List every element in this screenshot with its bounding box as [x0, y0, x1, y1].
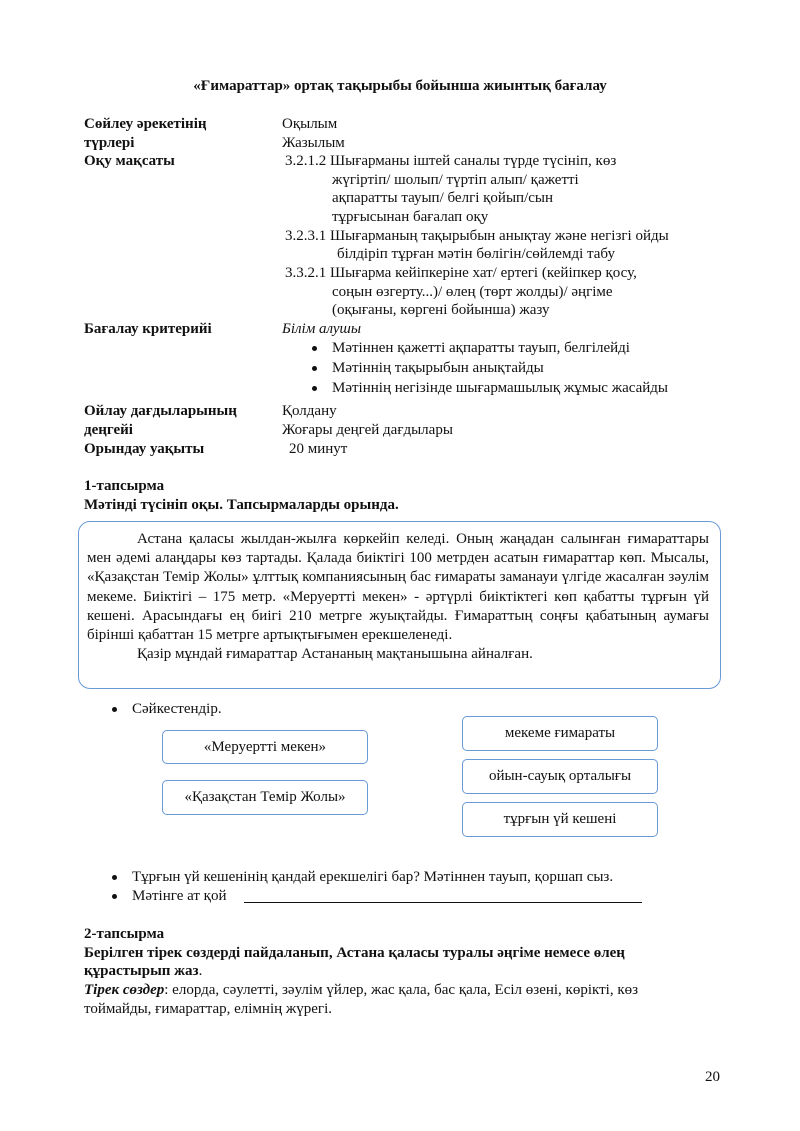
bullet-icon — [112, 707, 117, 712]
bullet-icon — [312, 366, 317, 371]
thinking-level-label-line1: Ойлау дағдыларының — [84, 403, 237, 419]
question-1: Тұрғын үй кешенінің қандай ерекшелігі бар? Мәтіннен тауып, қоршап сыз. — [132, 869, 614, 885]
goal-3-line-2: соңын өзгерту...)/ өлең (төрт жолды)/ әңгіме — [332, 284, 613, 300]
task2-heading: 2-тапсырма — [84, 926, 165, 942]
match-left-item-2[interactable]: «Қазақстан Темір Жолы» — [162, 780, 368, 815]
criterion-3: Мәтіннің негізінде шығармашылық жұмыс жасайды — [332, 380, 668, 396]
speech-types-label-line2: түрлері — [84, 135, 135, 151]
title-answer-line[interactable] — [244, 902, 642, 903]
bullet-icon — [112, 894, 117, 899]
thinking-level-label-line2: деңгейі — [84, 422, 133, 438]
support-words-line-2: тоймайды, ғимараттар, елімнің жүрегі. — [84, 1001, 332, 1017]
task1-instruction: Мәтінді түсініп оқы. Тапсырмаларды орында. — [84, 497, 399, 513]
page-title: «Ғимараттар» ортақ тақырыбы бойынша жиынтық бағалау — [193, 78, 607, 94]
goal-1-line-3: ақпаратты тауып/ белгі қойып/сын — [332, 190, 553, 206]
task1-heading: 1-тапсырма — [84, 478, 165, 494]
thinking-level-value-2: Жоғары деңгей дағдылары — [282, 422, 453, 438]
match-prompt: Сәйкестендір. — [132, 701, 222, 717]
support-words-line-1 — [84, 981, 638, 1000]
goal-1-line-2: жүгіртіп/ шолып/ түртіп алып/ қажетті — [332, 172, 579, 188]
match-right-item-1[interactable]: мекеме ғимараты — [462, 716, 658, 751]
support-words-label: Тірек сөздер — [84, 982, 165, 998]
support-words-text-1: : елорда, сәулетті, зәулім үйлер, жас қала, бас қала, Есіл өзені, көрікті, көз — [164, 982, 639, 998]
criteria-intro: Білім алушы — [282, 321, 362, 337]
goal-3-line-3: (оқығаны, көргені бойынша) жазу — [332, 302, 550, 318]
question-2: Мәтінге ат қой — [132, 888, 227, 904]
passage-paragraph-1: Астана қаласы жылдан-жылға көркейіп келеді. Оның жаңадан салынған ғимараттары мен әдемі алаңдары көз тартады. Қалада биіктігі 100 метрден асатын ғимараттар көп. Мысалы, «Қазақстан Темір Жолы» ұлттық компаниясының бас ғимараты заманауи үлгіде жасалған зәулім мекеме. Биіктігі – 175 метр. «Меруертті мекен» - әртүрлі биіктіктегі көп қабатты тұрғын үй кешені. Арасындағы ең биігі 210 метрге жуықтайды. Ғимараттың соңғы қабатының аумағы бірінші қабаттан 15 метрге артықтығымен ерекшеленеді. — [87, 531, 709, 644]
goal-2-line-1: 3.2.3.1 Шығарманың тақырыбын анықтау және негізгі ойды — [285, 228, 669, 244]
speech-types-label-line1: Сөйлеу әрекетінің — [84, 116, 207, 132]
criterion-2: Мәтіннің тақырыбын анықтайды — [332, 360, 544, 376]
thinking-level-value-1: Қолдану — [282, 403, 337, 419]
speech-type-reading: Оқылым — [282, 116, 338, 132]
goal-1-line-4: тұрғысынан бағалап оқу — [332, 209, 489, 225]
match-right-item-2[interactable]: ойын-сауық орталығы — [462, 759, 658, 794]
task2-instruction-line-2 — [84, 962, 202, 981]
match-right-item-3[interactable]: тұрғын үй кешені — [462, 802, 658, 837]
task2-instruction-period: . — [198, 963, 203, 979]
assessment-criteria-label: Бағалау критерийі — [84, 321, 212, 337]
match-left-item-1[interactable]: «Меруертті мекен» — [162, 730, 368, 764]
bullet-icon — [312, 346, 317, 351]
time-value: 20 минут — [289, 441, 348, 457]
learning-goals-label: Оқу мақсаты — [84, 153, 175, 169]
goal-1-line-1: 3.2.1.2 Шығарманы іштей саналы түрде түсініп, көз — [285, 153, 617, 169]
goal-3-line-1: 3.3.2.1 Шығарма кейіпкеріне хат/ ертегі (кейіпкер қосу, — [285, 265, 637, 281]
page-number: 20 — [705, 1069, 720, 1085]
passage-paragraph-2: Қазір мұндай ғимараттар Астананың мақтанышына айналған. — [137, 646, 533, 663]
bullet-icon — [112, 875, 117, 880]
goal-2-line-2: білдіріп тұрған мәтін бөлігін/сөйлемді табу — [337, 246, 615, 262]
bullet-icon — [312, 386, 317, 391]
task2-instruction-line-2-text: құрастырып жаз — [84, 963, 199, 979]
criterion-1: Мәтіннен қажетті ақпаратты тауып, белгілейді — [332, 340, 630, 356]
reading-passage — [87, 530, 709, 664]
speech-type-writing: Жазылым — [282, 135, 345, 151]
task2-instruction-line-1: Берілген тірек сөздерді пайдаланып, Астана қаласы туралы әңгіме немесе өлең — [84, 945, 625, 961]
time-label: Орындау уақыты — [84, 441, 205, 457]
